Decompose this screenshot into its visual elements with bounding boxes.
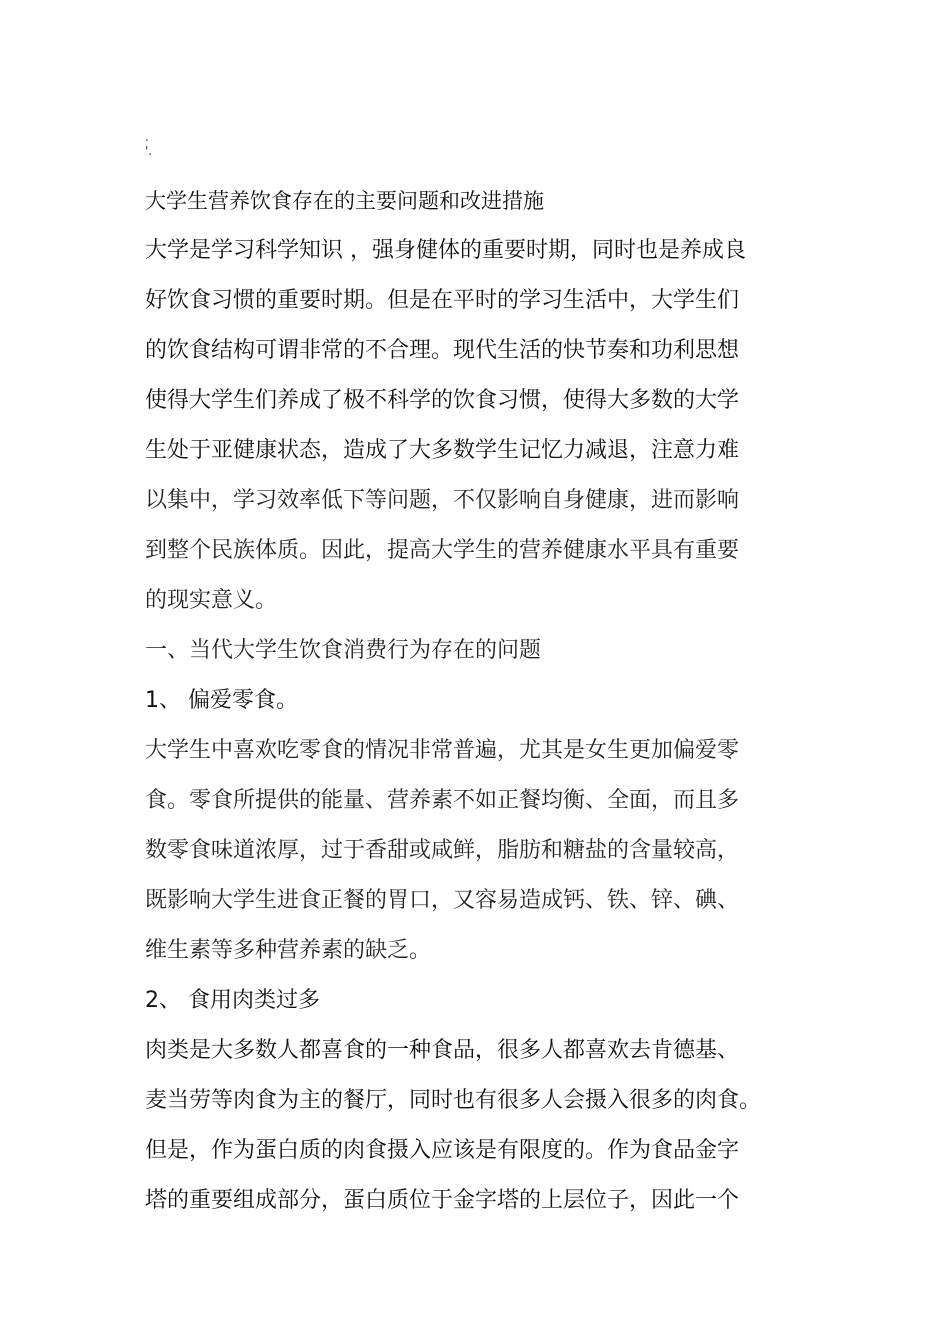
paragraph-line: 既影响大学生进食正餐的胃口，又容易造成钙、铁、锌、碘、 [145, 888, 740, 913]
paragraph-line: 的饮食结构可谓非常的不合理。现代生活的快节奏和功利思想 [145, 338, 740, 363]
paragraph-line: 塔的重要组成部分，蛋白质位于金字塔的上层位子，因此一个 [145, 1188, 740, 1213]
header-mark-1: . [145, 130, 149, 144]
paragraph-line: 好饮食习惯的重要时期。但是在平时的学习生活中，大学生们 [145, 288, 740, 313]
subsection-heading: 1、 偏爱零食。 [145, 688, 298, 713]
paragraph-line: 大学生中喜欢吃零食的情况非常普遍，尤其是女生更加偏爱零 [145, 738, 740, 763]
paragraph-line: 肉类是大多数人都喜食的一种食品，很多人都喜欢去肯德基、 [145, 1038, 740, 1063]
document-title: 大学生营养饮食存在的主要问题和改进措施 [145, 189, 544, 213]
paragraph-line: 使得大学生们养成了极不科学的饮食习惯，使得大多数的大学 [145, 388, 740, 413]
document-body [145, 176, 825, 1226]
section-heading: 一、当代大学生饮食消费行为存在的问题 [145, 638, 542, 663]
header-mark-2: '. [145, 144, 153, 158]
paragraph-line: 到整个民族体质。因此，提高大学生的营养健康水平具有重要 [145, 538, 740, 563]
paragraph-line: 数零食味道浓厚，过于香甜或咸鲜，脂肪和糖盐的含量较高， [145, 838, 740, 863]
paragraph-line: 的现实意义。 [145, 588, 278, 613]
paragraph-line: 麦当劳等肉食为主的餐厅，同时也有很多人会摄入很多的肉食。 [145, 1088, 762, 1113]
paragraph-line: 食。零食所提供的能量、营养素不如正餐均衡、全面，而且多 [145, 788, 740, 813]
paragraph-line: 大学是学习科学知识 ，强身健体的重要时期，同时也是养成良 [145, 238, 746, 263]
subsection-heading: 2、 食用肉类过多 [145, 988, 320, 1013]
header-marks [145, 130, 152, 158]
paragraph-line: 以集中，学习效率低下等问题，不仅影响自身健康，进而影响 [145, 488, 740, 513]
paragraph-line: 生处于亚健康状态，造成了大多数学生记忆力减退，注意力难 [145, 438, 740, 463]
paragraph-line: 但是，作为蛋白质的肉食摄入应该是有限度的。作为食品金字 [145, 1138, 740, 1163]
paragraph-line: 维生素等多种营养素的缺乏。 [145, 938, 432, 963]
